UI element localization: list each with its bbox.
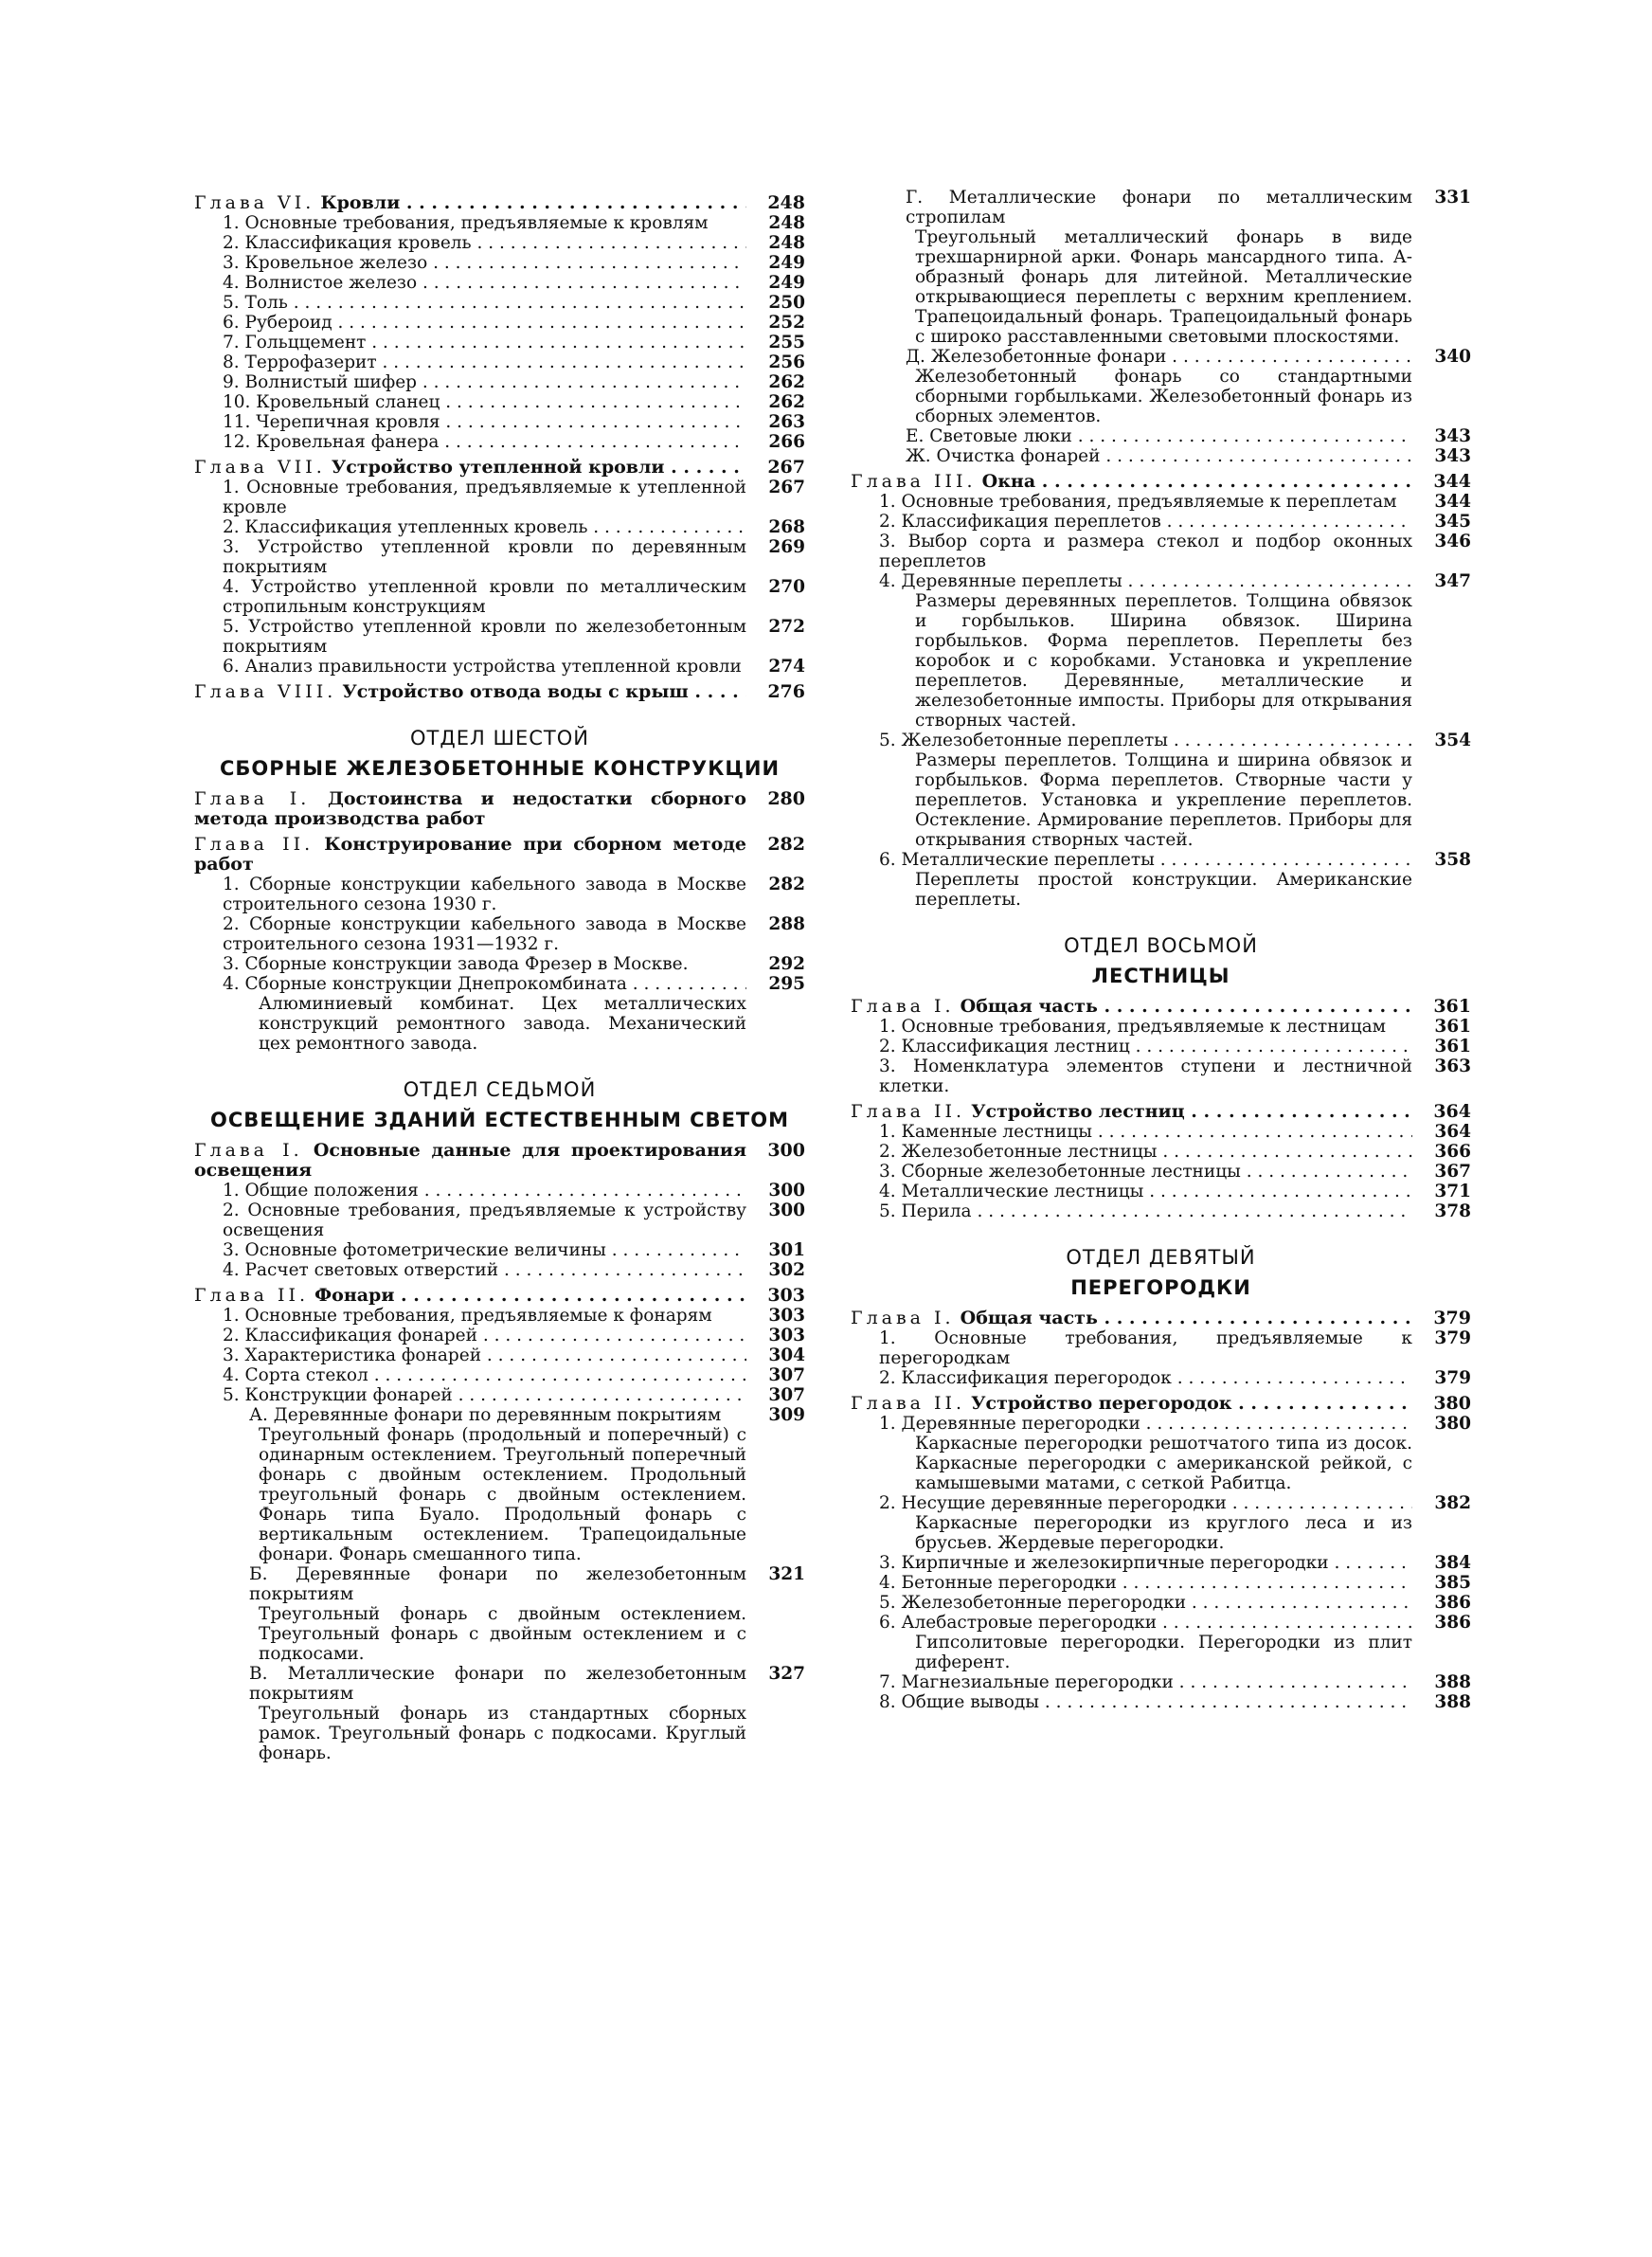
entry-text: 2. Классификация переплетов . . . xyxy=(879,512,1412,532)
entry-text: 2. Основные требования, предъявляемые к устройству освещения xyxy=(223,1201,746,1240)
entry-text: 8. Общие выводы . . . xyxy=(879,1692,1412,1712)
section-entry xyxy=(194,1181,805,1201)
chapter-label: Глава I. xyxy=(194,788,311,809)
chapter-entry xyxy=(194,789,805,829)
page-number: 270 xyxy=(768,577,805,597)
chapter-text xyxy=(851,1102,1412,1122)
department-heading: ОТДЕЛ ВОСЬМОЙ xyxy=(1064,934,1258,957)
page-number: 267 xyxy=(768,478,805,497)
section-entry xyxy=(851,731,1471,750)
chapter-label: Глава II. xyxy=(851,1394,966,1414)
chapter-entry xyxy=(851,1394,1471,1414)
entry-text: 3. Устройство утепленной кровли по деревянным покрытиям xyxy=(223,537,746,577)
chapter-entry xyxy=(194,1141,805,1181)
annotation-text xyxy=(851,591,1471,731)
page-number: 367 xyxy=(1434,1162,1471,1182)
annotation-body: Треугольный фонарь из стандартных сборных рамок. Треугольный фонарь с подкосами. Круглый фонарь. xyxy=(259,1704,746,1763)
page-number: 361 xyxy=(1434,1017,1471,1037)
chapter-entry xyxy=(194,682,805,702)
section-entry xyxy=(194,412,805,432)
chapter-text xyxy=(194,789,746,829)
section-entry xyxy=(851,850,1471,870)
annotation-text xyxy=(851,870,1471,910)
chapter-title: Устройство утепленной кровли . . . xyxy=(332,458,746,478)
section-entry xyxy=(194,293,805,313)
page-number: 303 xyxy=(768,1306,805,1326)
annotation-body: Каркасные перегородки решотчатого типа из досок. Каркасные перегородки с американской рейкой, с камышевыми матами, с сеткой Рабитца. xyxy=(915,1434,1412,1493)
section-entry xyxy=(194,1326,805,1345)
section-entry xyxy=(851,1037,1471,1056)
section-entry xyxy=(194,1365,805,1385)
subsection-entry xyxy=(194,1405,805,1425)
entry-text: 5. Железобетонные перегородки . . . xyxy=(879,1593,1412,1613)
chapter-title: Общая часть . . . xyxy=(961,997,1412,1017)
page-number: 274 xyxy=(768,657,805,677)
page-number: 343 xyxy=(1434,446,1471,466)
section-entry xyxy=(851,1414,1471,1434)
section-entry xyxy=(851,1122,1471,1142)
annotation-text xyxy=(851,1633,1471,1672)
page-number: 309 xyxy=(768,1405,805,1425)
page-number: 268 xyxy=(768,517,805,537)
entry-text: 4. Расчет световых отверстий . . . xyxy=(223,1260,746,1280)
page-number: 344 xyxy=(1433,471,1471,492)
chapter-title: Общая часть . . . xyxy=(961,1309,1412,1328)
chapter-text xyxy=(851,1309,1412,1328)
chapter-entry xyxy=(194,458,805,478)
section-entry xyxy=(194,1240,805,1260)
chapter-entry xyxy=(194,1286,805,1306)
chapter-label: Глава VI. xyxy=(194,193,315,213)
entry-text: 5. Устройство утепленной кровли по железобетонным покрытиям xyxy=(223,617,746,657)
section-title: ПЕРЕГОРОДКИ xyxy=(1070,1276,1251,1299)
chapter-label: Глава I. xyxy=(194,1140,303,1161)
annotation-text xyxy=(851,1434,1471,1493)
entry-text: 2. Классификация фонарей . . . xyxy=(223,1326,746,1345)
entry-text: 5. Толь . . . xyxy=(223,293,746,313)
annotation-body: Переплеты простой конструкции. Американские переплеты. xyxy=(915,870,1412,910)
entry-text: 1. Общие положения . . . xyxy=(223,1181,746,1201)
section-entry xyxy=(194,233,805,253)
page-number: 300 xyxy=(768,1181,805,1201)
entry-text: 4. Волнистое железо . . . xyxy=(223,273,746,293)
section-entry xyxy=(194,253,805,273)
section-title: ОСВЕЩЕНИЕ ЗДАНИЙ ЕСТЕСТВЕННЫМ СВЕТОМ xyxy=(210,1109,789,1131)
entry-text: 1. Деревянные перегородки . . . xyxy=(879,1414,1412,1434)
section-entry xyxy=(194,213,805,233)
chapter-entry xyxy=(194,835,805,875)
department-heading: ОТДЕЛ ШЕСТОЙ xyxy=(410,727,589,749)
section-entry xyxy=(194,914,805,954)
entry-text: 1. Основные требования, предъявляемые к утепленной кровле xyxy=(223,478,746,517)
page-number: 303 xyxy=(768,1326,805,1345)
page-number: 345 xyxy=(1434,512,1471,532)
section-entry xyxy=(194,1345,805,1365)
page-number: 388 xyxy=(1434,1692,1471,1712)
annotation-text xyxy=(851,1513,1471,1553)
entry-text: 4. Сборные конструкции Днепрокомбината . . . xyxy=(223,974,746,994)
entry-text: 2. Классификация кровель . . . xyxy=(223,233,746,253)
section-entry xyxy=(851,1182,1471,1201)
section-entry xyxy=(194,617,805,657)
page-number: 266 xyxy=(768,432,805,452)
chapter-entry xyxy=(851,472,1471,492)
page-number: 276 xyxy=(767,681,805,702)
entry-text: 4. Сорта стекол . . . xyxy=(223,1365,746,1385)
page-number: 250 xyxy=(768,293,805,313)
page-number: 361 xyxy=(1434,1037,1471,1056)
section-entry xyxy=(194,478,805,517)
page-number: 363 xyxy=(1434,1056,1471,1076)
entry-text: Ж. Очистка фонарей . . . xyxy=(906,446,1412,466)
section-entry xyxy=(851,1162,1471,1182)
entry-text: 5. Конструкции фонарей . . . xyxy=(223,1385,746,1405)
subsection-entry xyxy=(851,188,1471,227)
entry-text: 1. Основные требования, предъявляемые к переплетам xyxy=(879,492,1397,512)
chapter-text xyxy=(194,682,746,702)
page-number: 378 xyxy=(1434,1201,1471,1221)
annotation-body: Треугольный фонарь с двойным остеклением. Треугольный фонарь с двойным остеклением и с подкосами. xyxy=(259,1604,746,1664)
section-entry xyxy=(851,1368,1471,1388)
page-number: 249 xyxy=(768,253,805,273)
entry-text: 4. Металлические лестницы . . . xyxy=(879,1182,1412,1201)
page-number: 366 xyxy=(1434,1142,1471,1162)
entry-text: 2. Классификация перегородок . . . xyxy=(879,1368,1412,1388)
page-number: 262 xyxy=(768,392,805,412)
page-number: 379 xyxy=(1434,1328,1471,1348)
chapter-title: Устройство лестниц . . . xyxy=(971,1102,1412,1122)
section-title: СБОРНЫЕ ЖЕЛЕЗОБЕТОННЫЕ КОНСТРУКЦИИ xyxy=(219,757,781,780)
page-number: 354 xyxy=(1434,731,1471,750)
page-number: 263 xyxy=(768,412,805,432)
section-entry xyxy=(194,1201,805,1240)
entry-text: 4. Деревянные переплеты . . . xyxy=(879,571,1412,591)
chapter-label: Глава II. xyxy=(194,834,314,855)
page-number: 272 xyxy=(768,617,805,637)
section-entry xyxy=(194,875,805,914)
entry-text: Д. Железобетонные фонари . . . xyxy=(906,347,1412,367)
chapter-text xyxy=(851,472,1412,492)
entry-text: А. Деревянные фонари по деревянным покрытиям xyxy=(249,1405,722,1425)
entry-text: 1. Сборные конструкции кабельного завода в Москве строительного сезона 1930 г. xyxy=(223,875,746,914)
page-number: 343 xyxy=(1434,426,1471,446)
page-number: 300 xyxy=(768,1201,805,1220)
entry-text: 7. Магнезиальные перегородки . . . xyxy=(879,1672,1412,1692)
department-heading: ОТДЕЛ ДЕВЯТЫЙ xyxy=(1066,1246,1256,1269)
section-entry xyxy=(851,1593,1471,1613)
page-number: 385 xyxy=(1434,1573,1471,1593)
chapter-title: Устройство перегородок . . . xyxy=(971,1394,1412,1414)
subsection-entry xyxy=(851,446,1471,466)
section-entry xyxy=(194,432,805,452)
entry-text: 7. Гольццемент . . . xyxy=(223,333,746,352)
chapter-entry xyxy=(194,193,805,213)
section-entry xyxy=(851,1201,1471,1221)
section-entry xyxy=(194,657,805,677)
page-number: 340 xyxy=(1434,347,1471,367)
entry-text: 11. Черепичная кровля . . . xyxy=(223,412,746,432)
section-entry xyxy=(194,537,805,577)
annotation-body: Треугольный фонарь (продольный и поперечный) с одинарным остеклением. Треугольный поперечный фонарь с двойным остеклением. Продольный треугольный фонарь с двойным остеклением. Фонарь типа Буало. Продольный фонарь с вертикальным остеклением. Трапецоидальные фонари. Фонарь смешанного типа. xyxy=(259,1425,746,1564)
chapter-title: Устройство отвода воды с крыш . . . xyxy=(342,682,746,702)
entry-text: 6. Рубероид . . . xyxy=(223,313,746,333)
chapter-title: Достоинства и недостатки сборного метода производства работ xyxy=(194,788,746,829)
section-entry xyxy=(194,333,805,352)
annotation-text xyxy=(194,994,805,1054)
chapter-text xyxy=(194,193,746,213)
entry-text: Г. Металлические фонари по металлическим стропилам xyxy=(906,188,1412,227)
entry-text: Б. Деревянные фонари по железобетонным покрытиям xyxy=(249,1564,746,1604)
entry-text: 12. Кровельная фанера . . . xyxy=(223,432,746,452)
section-entry xyxy=(851,492,1471,512)
chapter-label: Глава II. xyxy=(194,1286,310,1306)
subsection-entry xyxy=(851,347,1471,367)
page-number: 380 xyxy=(1433,1393,1471,1414)
annotation-body: Гипсолитовые перегородки. Перегородки из плит диферент. xyxy=(915,1633,1412,1672)
entry-text: 6. Анализ правильности устройства утепленной кровли xyxy=(223,657,742,677)
section-entry xyxy=(194,392,805,412)
section-entry xyxy=(194,372,805,392)
entry-text: 1. Основные требования, предъявляемые к кровлям xyxy=(223,213,709,233)
section-entry xyxy=(194,352,805,372)
chapter-title: Конструирование при сборном методе работ xyxy=(194,834,746,875)
page-number: 382 xyxy=(1434,1493,1471,1513)
annotation-text xyxy=(851,367,1471,426)
chapter-label: Глава VIII. xyxy=(194,682,337,702)
section-entry xyxy=(851,1613,1471,1633)
annotation-text xyxy=(194,1425,805,1564)
entry-text: 6. Алебастровые перегородки . . . xyxy=(879,1613,1412,1633)
entry-text: 9. Волнистый шифер . . . xyxy=(223,372,746,392)
section-entry xyxy=(194,577,805,617)
section-entry xyxy=(851,1142,1471,1162)
section-title: ЛЕСТНИЦЫ xyxy=(1091,965,1230,987)
chapter-label: Глава I. xyxy=(851,997,955,1017)
page-number: 307 xyxy=(768,1385,805,1405)
chapter-text xyxy=(194,835,746,875)
page-number: 346 xyxy=(1434,532,1471,551)
chapter-text xyxy=(851,1394,1412,1414)
section-entry xyxy=(851,1017,1471,1037)
page-number: 249 xyxy=(768,273,805,293)
entry-text: 5. Железобетонные переплеты . . . xyxy=(879,731,1412,750)
page-number: 301 xyxy=(768,1240,805,1260)
chapter-title: Окна . . . xyxy=(982,472,1412,492)
page-number: 295 xyxy=(768,974,805,994)
chapter-text xyxy=(851,997,1412,1017)
entry-text: 1. Основные требования, предъявляемые к перегородкам xyxy=(879,1328,1412,1368)
page-number: 292 xyxy=(768,954,805,974)
chapter-label: Глава II. xyxy=(851,1102,966,1122)
annotation-body: Алюминиевый комбинат. Цех металлических конструкций ремонтного завода. Механический цех ремонтного завода. xyxy=(259,994,746,1054)
page-number: 364 xyxy=(1434,1122,1471,1142)
toc-left-column xyxy=(194,188,805,1763)
annotation-text xyxy=(851,227,1471,347)
chapter-text xyxy=(194,1141,746,1181)
section-entry xyxy=(851,1056,1471,1096)
entry-text: 3. Кирпичные и железокирпичные перегородки . . . xyxy=(879,1553,1412,1573)
section-entry xyxy=(194,273,805,293)
section-entry xyxy=(851,532,1471,571)
entry-text: 2. Классификация лестниц . . . xyxy=(879,1037,1412,1056)
page-number: 321 xyxy=(768,1564,805,1584)
section-entry xyxy=(194,974,805,994)
section-entry xyxy=(194,313,805,333)
entry-text: 4. Устройство утепленной кровли по металлическим стропильным конструкциям xyxy=(223,577,746,617)
annotation-text xyxy=(851,750,1471,850)
page-number: 371 xyxy=(1434,1182,1471,1201)
section-entry xyxy=(194,1260,805,1280)
page-number: 288 xyxy=(768,914,805,934)
entry-text: 2. Несущие деревянные перегородки . . . xyxy=(879,1493,1412,1513)
page-number: 331 xyxy=(1434,188,1471,208)
page-number: 256 xyxy=(768,352,805,372)
entry-text: 2. Железобетонные лестницы . . . xyxy=(879,1142,1412,1162)
page-number: 267 xyxy=(767,457,805,478)
page-number: 361 xyxy=(1433,996,1471,1017)
entry-text: 2. Классификация утепленных кровель . . . xyxy=(223,517,746,537)
chapter-title: Кровли . . . xyxy=(320,193,746,213)
section-entry xyxy=(194,1385,805,1405)
entry-text: 3. Сборные конструкции завода Фрезер в Москве. xyxy=(223,954,689,974)
page-number: 388 xyxy=(1434,1672,1471,1692)
subsection-entry xyxy=(194,1664,805,1704)
chapter-label: Глава VII. xyxy=(194,458,326,478)
page-number: 379 xyxy=(1434,1368,1471,1388)
chapter-label: Глава III. xyxy=(851,472,977,492)
page-number: 282 xyxy=(768,875,805,894)
page-number: 262 xyxy=(768,372,805,392)
page-number: 280 xyxy=(767,788,805,809)
section-entry xyxy=(851,1493,1471,1513)
entry-text: 8. Террофазерит . . . xyxy=(223,352,746,372)
section-entry xyxy=(851,1692,1471,1712)
section-entry xyxy=(851,1553,1471,1573)
entry-text: В. Металлические фонари по железобетонным покрытиям xyxy=(249,1664,746,1704)
section-entry xyxy=(194,1306,805,1326)
entry-text: 6. Металлические переплеты . . . xyxy=(879,850,1412,870)
page-number: 344 xyxy=(1434,492,1471,512)
entry-text: 3. Номенклатура элементов ступени и лестничной клетки. xyxy=(879,1056,1412,1096)
entry-text: 3. Основные фотометрические величины . . . xyxy=(223,1240,746,1260)
page-number: 252 xyxy=(768,313,805,333)
entry-text: 10. Кровельный сланец . . . xyxy=(223,392,746,412)
chapter-entry xyxy=(851,997,1471,1017)
annotation-body: Железобетонный фонарь со стандартными сборными горбыльками. Железобетонный фонарь из сборных элементов. xyxy=(915,367,1412,426)
chapter-title: Основные данные для проектирования освещения xyxy=(194,1140,746,1181)
entry-text: 1. Основные требования, предъявляемые к лестницам xyxy=(879,1017,1387,1037)
chapter-text xyxy=(194,1286,746,1306)
chapter-entry xyxy=(851,1309,1471,1328)
entry-text: 5. Перила . . . xyxy=(879,1201,1412,1221)
page-number: 327 xyxy=(768,1664,805,1684)
annotation-body: Размеры переплетов. Толщина и ширина обвязок и горбыльков. Форма переплетов. Створные части у переплетов. Установка и укрепление переплетов. Остекление. Армирование переплетов. Приборы для открывания створных частей. xyxy=(915,750,1412,850)
annotation-body: Треугольный металлический фонарь в виде трехшарнирной арки. Фонарь мансардного типа. А-образный фонарь для литейной. Металлические открывающиеся переплеты с верхним креплением. Трапецоидальный фонарь. Трапецоидальный фонарь с широко расставленными световыми плоскостями. xyxy=(915,227,1412,347)
annotation-text xyxy=(194,1604,805,1664)
page-number: 379 xyxy=(1433,1308,1471,1328)
chapter-title: Фонари . . . xyxy=(314,1286,746,1306)
entry-text: 3. Выбор сорта и размера стекол и подбор оконных переплетов xyxy=(879,532,1412,571)
page-number: 248 xyxy=(767,192,805,213)
subsection-entry xyxy=(194,1564,805,1604)
chapter-label: Глава I. xyxy=(851,1309,955,1328)
entry-text: Е. Световые люки . . . xyxy=(906,426,1412,446)
entry-text: 2. Сборные конструкции кабельного завода в Москве строительного сезона 1931—1932 г. xyxy=(223,914,746,954)
page-number: 386 xyxy=(1434,1593,1471,1613)
section-entry xyxy=(851,1573,1471,1593)
chapter-entry xyxy=(851,1102,1471,1122)
entry-text: 1. Каменные лестницы . . . xyxy=(879,1122,1412,1142)
section-entry xyxy=(194,954,805,974)
toc-right-column xyxy=(851,188,1471,1712)
page-number: 384 xyxy=(1434,1553,1471,1573)
page-number: 347 xyxy=(1434,571,1471,591)
page-number: 380 xyxy=(1434,1414,1471,1434)
page-number: 248 xyxy=(768,233,805,253)
subsection-entry xyxy=(851,426,1471,446)
annotation-body: Размеры деревянных переплетов. Толщина обвязок и горбыльков. Ширина обвязок. Ширина горбыльков. Форма переплетов. Переплеты без коробок и с коробками. Установка и укрепление переплетов. Деревянные, металлические и железобетонные импосты. Приборы для открывания створных частей. xyxy=(915,591,1412,731)
annotation-text xyxy=(194,1704,805,1763)
entry-text: 3. Сборные железобетонные лестницы . . . xyxy=(879,1162,1412,1182)
annotation-body: Каркасные перегородки из круглого леса и из брусьев. Жердевые перегородки. xyxy=(915,1513,1412,1553)
section-entry xyxy=(194,517,805,537)
page-number: 282 xyxy=(767,834,805,855)
page-number: 269 xyxy=(768,537,805,557)
page-number: 248 xyxy=(768,213,805,233)
entry-text: 4. Бетонные перегородки . . . xyxy=(879,1573,1412,1593)
section-entry xyxy=(851,1328,1471,1368)
entry-text: 1. Основные требования, предъявляемые к фонарям xyxy=(223,1306,712,1326)
page-number: 307 xyxy=(768,1365,805,1385)
section-entry xyxy=(851,1672,1471,1692)
page-number: 255 xyxy=(768,333,805,352)
section-entry xyxy=(851,571,1471,591)
page-number: 364 xyxy=(1433,1101,1471,1122)
page-number: 303 xyxy=(767,1285,805,1306)
chapter-text xyxy=(194,458,746,478)
page-number: 358 xyxy=(1434,850,1471,870)
page-number: 300 xyxy=(767,1140,805,1161)
page-number: 386 xyxy=(1434,1613,1471,1633)
page-number: 302 xyxy=(768,1260,805,1280)
entry-text: 3. Кровельное железо . . . xyxy=(223,253,746,273)
entry-text: 3. Характеристика фонарей . . . xyxy=(223,1345,746,1365)
department-heading: ОТДЕЛ СЕДЬМОЙ xyxy=(403,1078,597,1101)
section-entry xyxy=(851,512,1471,532)
page-number: 304 xyxy=(768,1345,805,1365)
